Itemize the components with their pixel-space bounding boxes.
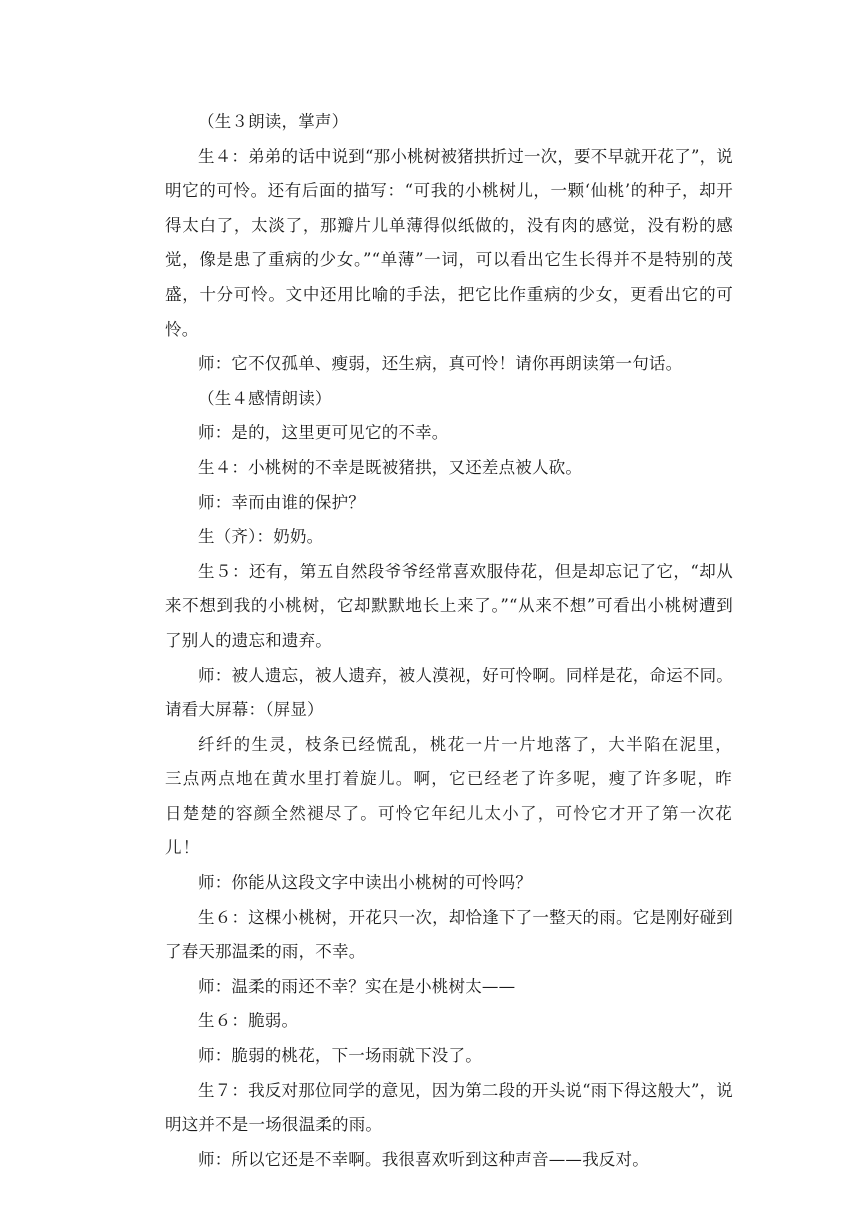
paragraph-student-4: 生４：小桃树的不幸是既被猪拱，又还差点被人砍。 <box>198 457 583 477</box>
paragraph-stage-direction: （生３朗读，掌声） <box>198 112 349 131</box>
paragraph-teacher: 师：幸而由谁的保护？ <box>198 492 365 512</box>
paragraph-student-7: 生７：我反对那位同学的意见，因为第二段的开头说“雨下得这般大”，说明这并不是一场很温柔的雨。 <box>165 1080 733 1135</box>
paragraph-student-4: 生４：弟弟的话中说到“那小桃树被猪拱折过一次，要不早就开花了”，说明它的可怜。还有后面的描写：“可我的小桃树儿，一颗‘仙桃’的种子，却开得太白了，太淡了，那瓣片儿单薄得似纸做的，没有肉的感觉，没有粉的感觉，像是患了重病的少女。”“单薄”一词，可以看出它生长得并不是特别的茂盛，十分可怜。文中还用比喻的手法，把它比作重病的少女，更看出它的可怜。 <box>165 146 733 339</box>
paragraph-student-6: 生６：脆弱。 <box>198 1011 299 1031</box>
paragraph-teacher: 师：你能从这段文字中读出小桃树的可怜吗？ <box>198 873 532 893</box>
paragraph-students-chorus: 生（齐）：奶奶。 <box>198 527 324 547</box>
paragraph-teacher: 师：它不仅孤单、瘦弱，还生病，真可怜！请你再朗读第一句话。 <box>198 354 683 374</box>
paragraph-teacher: 师：温柔的雨还不幸？实在是小桃树太—— <box>198 976 516 996</box>
paragraph-screen-quote: 纤纤的生灵，枝条已经慌乱，桃花一片一片地落了，大半陷在泥里，三点两点地在黄水里打着旋儿。啊，它已经老了许多呢，瘦了许多呢，昨日楚楚的容颜全然褪尽了。可怜它年纪儿太小了，可怜它才开了第一次花儿！ <box>165 734 733 858</box>
document-body <box>165 105 733 1177</box>
paragraph-teacher: 师：是的，这里更可见它的不幸。 <box>198 423 449 443</box>
paragraph-teacher: 师：脆弱的桃花，下一场雨就下没了。 <box>198 1046 482 1066</box>
paragraph-student-6: 生６：这棵小桃树，开花只一次，却恰逢下了一整天的雨。它是刚好碰到了春天那温柔的雨，不幸。 <box>165 907 733 962</box>
paragraph-stage-direction: （生４感情朗读） <box>198 388 332 408</box>
paragraph-teacher: 师：被人遗忘，被人遗弃，被人漠视，好可怜啊。同样是花，命运不同。请看大屏幕：（屏显） <box>165 665 733 720</box>
paragraph-student-5: 生５：还有，第五自然段爷爷经常喜欢服侍花，但是却忘记了它，“却从来不想到我的小桃树，它却默默地长上来了。”“从来不想”可看出小桃树遭到了别人的遗忘和遗弃。 <box>165 561 733 650</box>
paragraph-teacher: 师：所以它还是不幸啊。我很喜欢听到这种声音——我反对。 <box>198 1149 649 1169</box>
